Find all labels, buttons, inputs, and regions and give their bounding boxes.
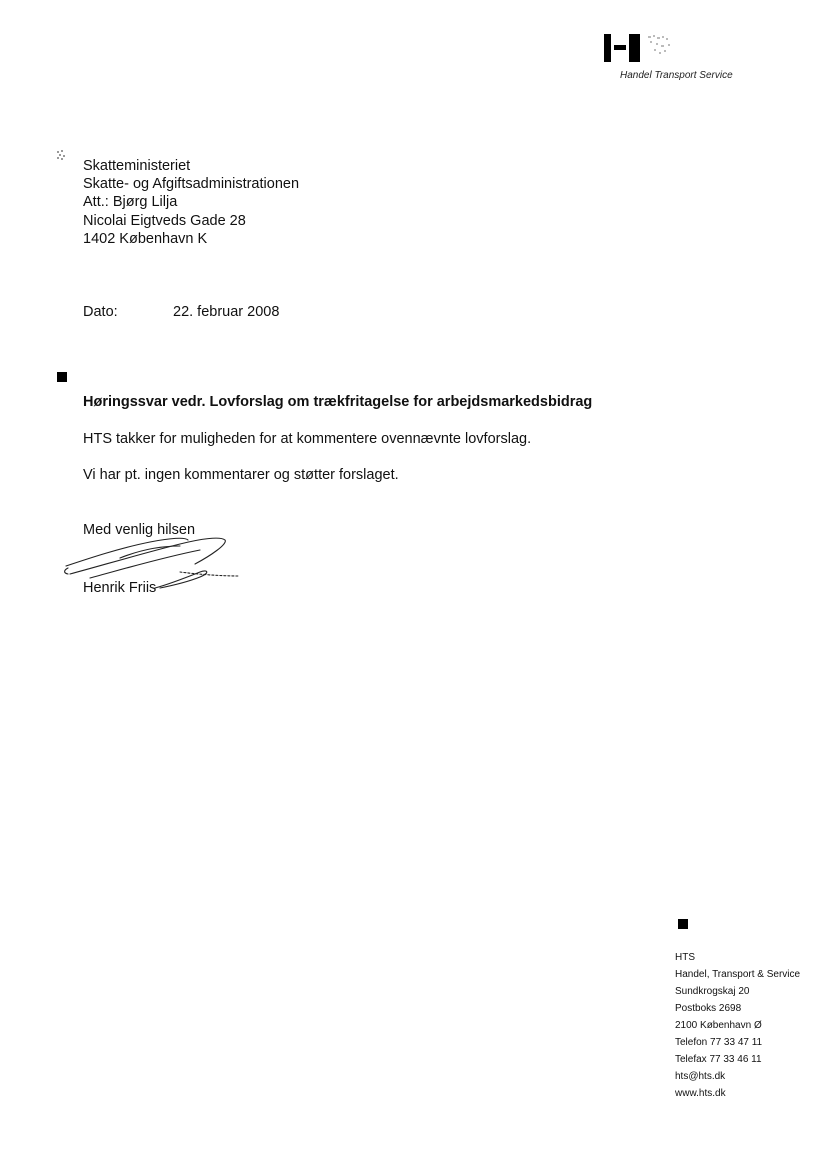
footer-line: Sundkrogskaj 20 <box>675 986 750 997</box>
recipient-address <box>83 157 299 248</box>
footer-line: Telefax 77 33 46 11 <box>675 1054 762 1065</box>
footer-line: HTS <box>675 952 695 963</box>
scan-speck-icon <box>56 150 66 160</box>
address-line: 1402 København K <box>83 230 208 247</box>
address-line: Skatteministeriet <box>83 158 191 174</box>
date-value: 22. februar 2008 <box>173 304 280 320</box>
hts-logo-icon <box>600 32 680 64</box>
body-paragraph: HTS takker for muligheden for at kommentere ovennævnte lovforslag. <box>83 431 532 447</box>
square-bullet-icon <box>678 919 688 929</box>
footer-line: 2100 København Ø <box>675 1020 762 1031</box>
footer-email[interactable]: hts@hts.dk <box>675 1071 726 1082</box>
address-line: Skatte- og Afgiftsadministrationen <box>83 176 300 193</box>
date-label: Dato: <box>83 304 118 320</box>
company-logo <box>600 32 745 84</box>
logo-tagline: Handel Transport Service <box>620 70 733 81</box>
signature-image <box>60 528 245 598</box>
footer-line: Telefon 77 33 47 11 <box>675 1037 763 1048</box>
signer-name: Henrik Friis <box>83 580 157 596</box>
footer-line: Handel, Transport & Service <box>675 969 801 980</box>
footer-contact <box>675 949 800 1102</box>
square-bullet-icon <box>57 372 67 382</box>
letter-subject: Høringssvar vedr. Lovforslag om trækfritagelse for arbejdsmarkedsbidrag <box>83 394 593 410</box>
body-paragraph: Vi har pt. ingen kommentarer og støtter forslaget. <box>83 467 399 483</box>
footer-website[interactable]: www.hts.dk <box>675 1088 726 1099</box>
footer-line: Postboks 2698 <box>675 1003 742 1014</box>
letter-closing: Med venlig hilsen <box>83 522 196 538</box>
address-line: Att.: Bjørg Lilja <box>83 194 178 211</box>
address-line: Nicolai Eigtveds Gade 28 <box>83 212 246 229</box>
